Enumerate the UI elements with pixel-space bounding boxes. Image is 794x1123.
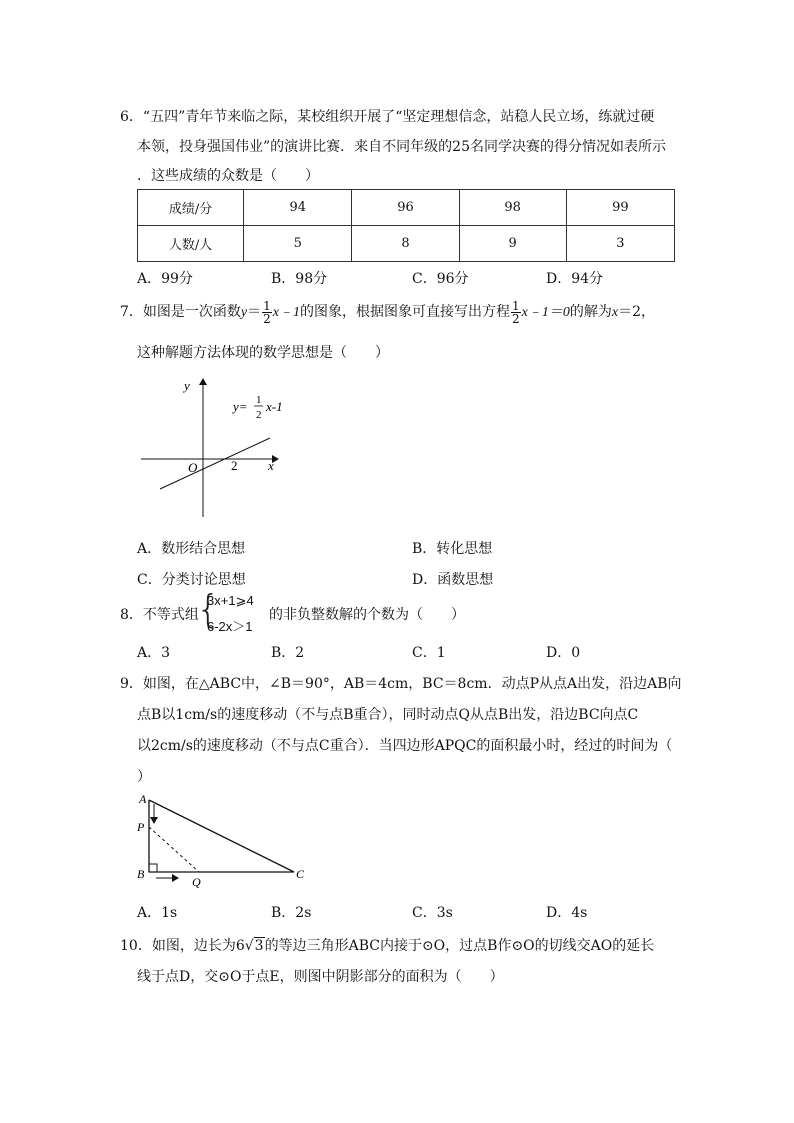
table-cell: 99 — [566, 190, 674, 226]
line-label-den: 2 — [256, 409, 262, 421]
table-cell: 94 — [244, 190, 352, 226]
fraction-denominator: 2 — [512, 311, 520, 326]
x-axis-label: x — [268, 458, 274, 473]
q7-fraction-2 — [511, 300, 521, 325]
line-label-tail: x-1 — [266, 399, 283, 414]
q9-option-d: D．4s — [546, 905, 588, 921]
q8-option-b: B．2 — [271, 645, 305, 661]
table-cell: 8 — [352, 226, 459, 262]
label-b: B — [137, 867, 145, 881]
fraction-numerator: 1 — [263, 298, 271, 313]
q8-ineq2: 6-2x＞1 — [207, 619, 253, 634]
table-cell: 98 — [459, 190, 566, 226]
line-label-num: 1 — [256, 394, 262, 406]
score-table — [137, 189, 675, 262]
sqrt-icon: √3 — [244, 938, 264, 954]
q8-ineq1: 3x+1⩾4 — [207, 593, 254, 608]
origin-label: O — [188, 460, 198, 475]
table-cell: 成绩/分 — [138, 190, 244, 226]
label-c: C — [296, 867, 305, 881]
function-line — [160, 438, 270, 489]
table-cell: 人数/人 — [138, 226, 244, 262]
q9-line2: 点B以1cm/s的速度移动（不与点B重合），同时动点Q从点B出发，沿边BC向点C — [137, 707, 639, 723]
q7-answer-x: x — [611, 305, 619, 320]
q10-line1 — [120, 935, 654, 955]
q7-line2: 这种解题方法体现的数学思想是（ ） — [137, 345, 389, 361]
q6-line3: ．这些成绩的众数是（ ） — [137, 168, 319, 184]
q7-answer-tail: ＝2， — [618, 304, 655, 320]
label-p: P — [137, 820, 145, 834]
q7-graph — [138, 372, 288, 522]
q9-line1: 9．如图，在△ABC中，∠B＝90°，AB＝4cm，BC＝8cm．动点P从点A出发，沿边AB向 — [120, 676, 682, 692]
q9-option-c: C．3s — [412, 905, 453, 921]
q8-option-c: C．1 — [412, 645, 446, 661]
q7-eq-tail: x﹣1＝0 — [521, 305, 570, 320]
q9-line3: 以2cm/s的速度移动（不与点C重合）．当四边形APQC的面积最小时，经过的时间为（ — [137, 738, 673, 754]
side-ac — [149, 800, 294, 872]
q7-y: y — [240, 305, 248, 320]
q6-line1: 6．“五四”青年节来临之际，某校组织开展了“坚定理想信念，站稳人民立场，练就过硬 — [120, 109, 655, 125]
table-cell: 5 — [244, 226, 352, 262]
table-cell: 9 — [459, 226, 566, 262]
q7-option-b: B．转化思想 — [412, 541, 493, 557]
fraction-numerator: 1 — [512, 298, 520, 313]
q8-tail: 的非负整数解的个数为（ ） — [269, 607, 465, 623]
q9-option-a: A．1s — [137, 905, 178, 921]
q7-option-d: D．函数思想 — [412, 572, 494, 588]
q10-prefix: 10．如图，边长为6 — [120, 938, 245, 954]
q7-line1 — [120, 299, 655, 326]
q6-option-d: D．94分 — [546, 271, 604, 287]
q8-option-d: D．0 — [546, 645, 581, 661]
q7-x-minus-1: x﹣1 — [272, 305, 300, 320]
table-cell: 96 — [352, 190, 459, 226]
table-cell: 3 — [566, 226, 674, 262]
q8-prefix: 8．不等式组 — [120, 607, 199, 623]
q7-eq-sign: ＝ — [247, 304, 262, 320]
q7-option-a: A．数形结合思想 — [137, 541, 246, 557]
q7-fraction — [262, 300, 272, 325]
line-label-y: y= — [233, 399, 248, 414]
q6-line2: 本领，投身强国伟业”的演讲比赛．来自不同年级的25名同学决赛的得分情况如表所示 — [137, 139, 666, 155]
label-q: Q — [192, 875, 201, 889]
q6-option-a: A．99分 — [137, 271, 193, 287]
q9-option-b: B．2s — [271, 905, 312, 921]
q6-option-c: C．96分 — [412, 271, 469, 287]
q8-option-a: A．3 — [137, 645, 171, 661]
q7-tail: 的解为 — [569, 304, 612, 320]
table-row — [138, 190, 675, 226]
q10-rest: 的等边三角形ABC内接于⊙O，过点B作⊙O的切线交AO的延长 — [264, 938, 655, 954]
q9-line4: ） — [137, 769, 151, 785]
q7-prefix: 7．如图是一次函数 — [120, 304, 241, 320]
y-axis-label: y — [184, 378, 190, 393]
label-a: A — [139, 792, 147, 806]
q7-mid: 的图象，根据图象可直接写出方程 — [300, 304, 510, 320]
q7-option-c: C．分类讨论思想 — [137, 572, 246, 588]
q6-option-b: B．98分 — [271, 271, 328, 287]
q9-figure — [134, 790, 314, 890]
table-row — [138, 226, 675, 262]
tick-label-2: 2 — [231, 458, 238, 473]
brace-icon: { — [196, 587, 221, 631]
fraction-denominator: 2 — [263, 311, 271, 326]
q10-line2: 线于点D，交⊙O于点E，则图中阴影部分的面积为（ ） — [137, 969, 504, 985]
right-angle-mark — [149, 864, 157, 872]
sqrt-radicand: 3 — [254, 938, 264, 954]
